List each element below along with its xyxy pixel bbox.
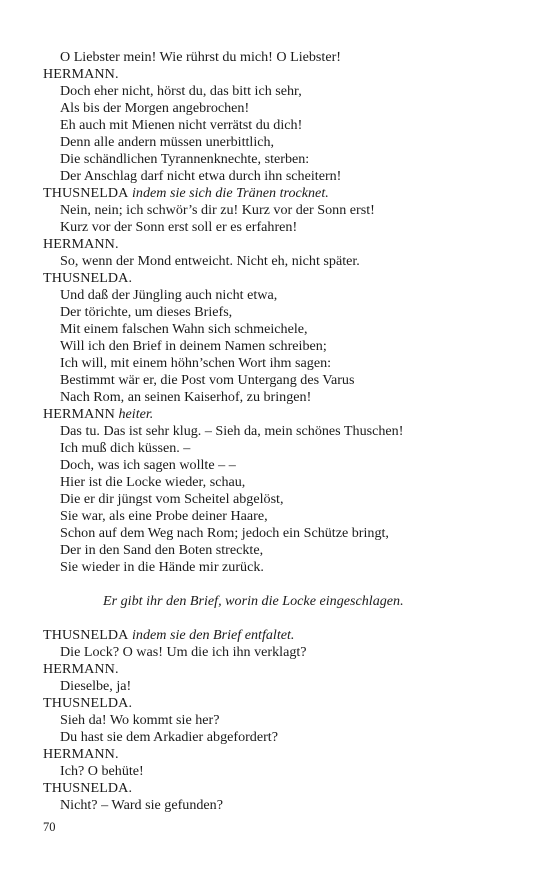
verse-line: Doch eher nicht, hörst du, das bitt ich sehr, (60, 83, 302, 99)
verse-line: Nach Rom, an seinen Kaiserhof, zu bringen! (60, 389, 312, 405)
speaker-name: HERMANN (43, 406, 115, 422)
verse-line: Der törichte, um dieses Briefs, (60, 304, 233, 320)
speaker-name: THUSNELDA. (43, 695, 133, 711)
verse-line: Hier ist die Locke wieder, schau, (60, 474, 246, 490)
speaker-direction: indem sie sich die Tränen trocknet. (132, 185, 329, 201)
verse-line: Du hast sie dem Arkadier abgefordert? (60, 729, 278, 745)
speaker-direction: indem sie den Brief entfaltet. (132, 627, 295, 643)
speaker-heading (43, 627, 513, 644)
verse-line: Nein, nein; ich schwör’s dir zu! Kurz vor der Sonn erst! (60, 202, 375, 218)
play-text (43, 49, 513, 814)
verse-line: Ich? O behüte! (60, 763, 144, 779)
verse-line: O Liebster mein! Wie rührst du mich! O Liebster! (60, 49, 341, 65)
speaker-heading (43, 695, 513, 712)
speaker-name: HERMANN. (43, 746, 119, 762)
speaker-heading (43, 746, 513, 763)
speaker-name: HERMANN. (43, 661, 119, 677)
stage-direction: Er gibt ihr den Brief, worin die Locke eingeschlagen. (103, 593, 404, 609)
verse-line: Mit einem falschen Wahn sich schmeichele, (60, 321, 308, 337)
line-spacer (43, 576, 513, 593)
verse-line: Das tu. Das ist sehr klug. – Sieh da, mein schönes Thuschen! (60, 423, 404, 439)
speaker-heading (43, 185, 513, 202)
verse-line: Dieselbe, ja! (60, 678, 132, 694)
speaker-name: THUSNELDA (43, 185, 129, 201)
verse-line: Sie war, als eine Probe deiner Haare, (60, 508, 268, 524)
verse-line: Ich muß dich küssen. – (60, 440, 191, 456)
speaker-heading (43, 236, 513, 253)
verse-line: Denn alle andern müssen unerbittlich, (60, 134, 275, 150)
verse-line: Schon auf dem Weg nach Rom; jedoch ein Schütze bringt, (60, 525, 389, 541)
line-spacer (43, 610, 513, 627)
speaker-heading (43, 661, 513, 678)
speaker-heading (43, 270, 513, 287)
speaker-name: HERMANN. (43, 66, 119, 82)
verse-line: Der Anschlag darf nicht etwa durch ihn scheitern! (60, 168, 342, 184)
verse-line: Sieh da! Wo kommt sie her? (60, 712, 220, 728)
verse-line: Die Lock? O was! Um die ich ihn verklagt? (60, 644, 307, 660)
speaker-name: THUSNELDA (43, 627, 129, 643)
verse-line: Kurz vor der Sonn erst soll er es erfahren! (60, 219, 298, 235)
verse-line: Bestimmt wär er, die Post vom Untergang des Varus (60, 372, 355, 388)
verse-line: Die schändlichen Tyrannenknechte, sterben: (60, 151, 310, 167)
speaker-name: HERMANN. (43, 236, 119, 252)
verse-line: Sie wieder in die Hände mir zurück. (60, 559, 264, 575)
verse-line: Ich will, mit einem höhn’schen Wort ihm sagen: (60, 355, 332, 371)
verse-line: Der in den Sand den Boten streckte, (60, 542, 264, 558)
speaker-name: THUSNELDA. (43, 780, 133, 796)
verse-line: So, wenn der Mond entweicht. Nicht eh, nicht später. (60, 253, 360, 269)
verse-line: Und daß der Jüngling auch nicht etwa, (60, 287, 278, 303)
verse-line: Als bis der Morgen angebrochen! (60, 100, 250, 116)
speaker-name: THUSNELDA. (43, 270, 133, 286)
verse-line: Doch, was ich sagen wollte – – (60, 457, 236, 473)
speaker-heading (43, 406, 513, 423)
verse-line: Die er dir jüngst vom Scheitel abgelöst, (60, 491, 284, 507)
verse-line: Will ich den Brief in deinem Namen schreiben; (60, 338, 327, 354)
speaker-heading (43, 66, 513, 83)
verse-line: Nicht? – Ward sie gefunden? (60, 797, 223, 813)
page-number: 70 (43, 820, 56, 834)
speaker-heading (43, 780, 513, 797)
speaker-direction: heiter. (118, 406, 154, 422)
verse-line: Eh auch mit Mienen nicht verrätst du dich! (60, 117, 303, 133)
